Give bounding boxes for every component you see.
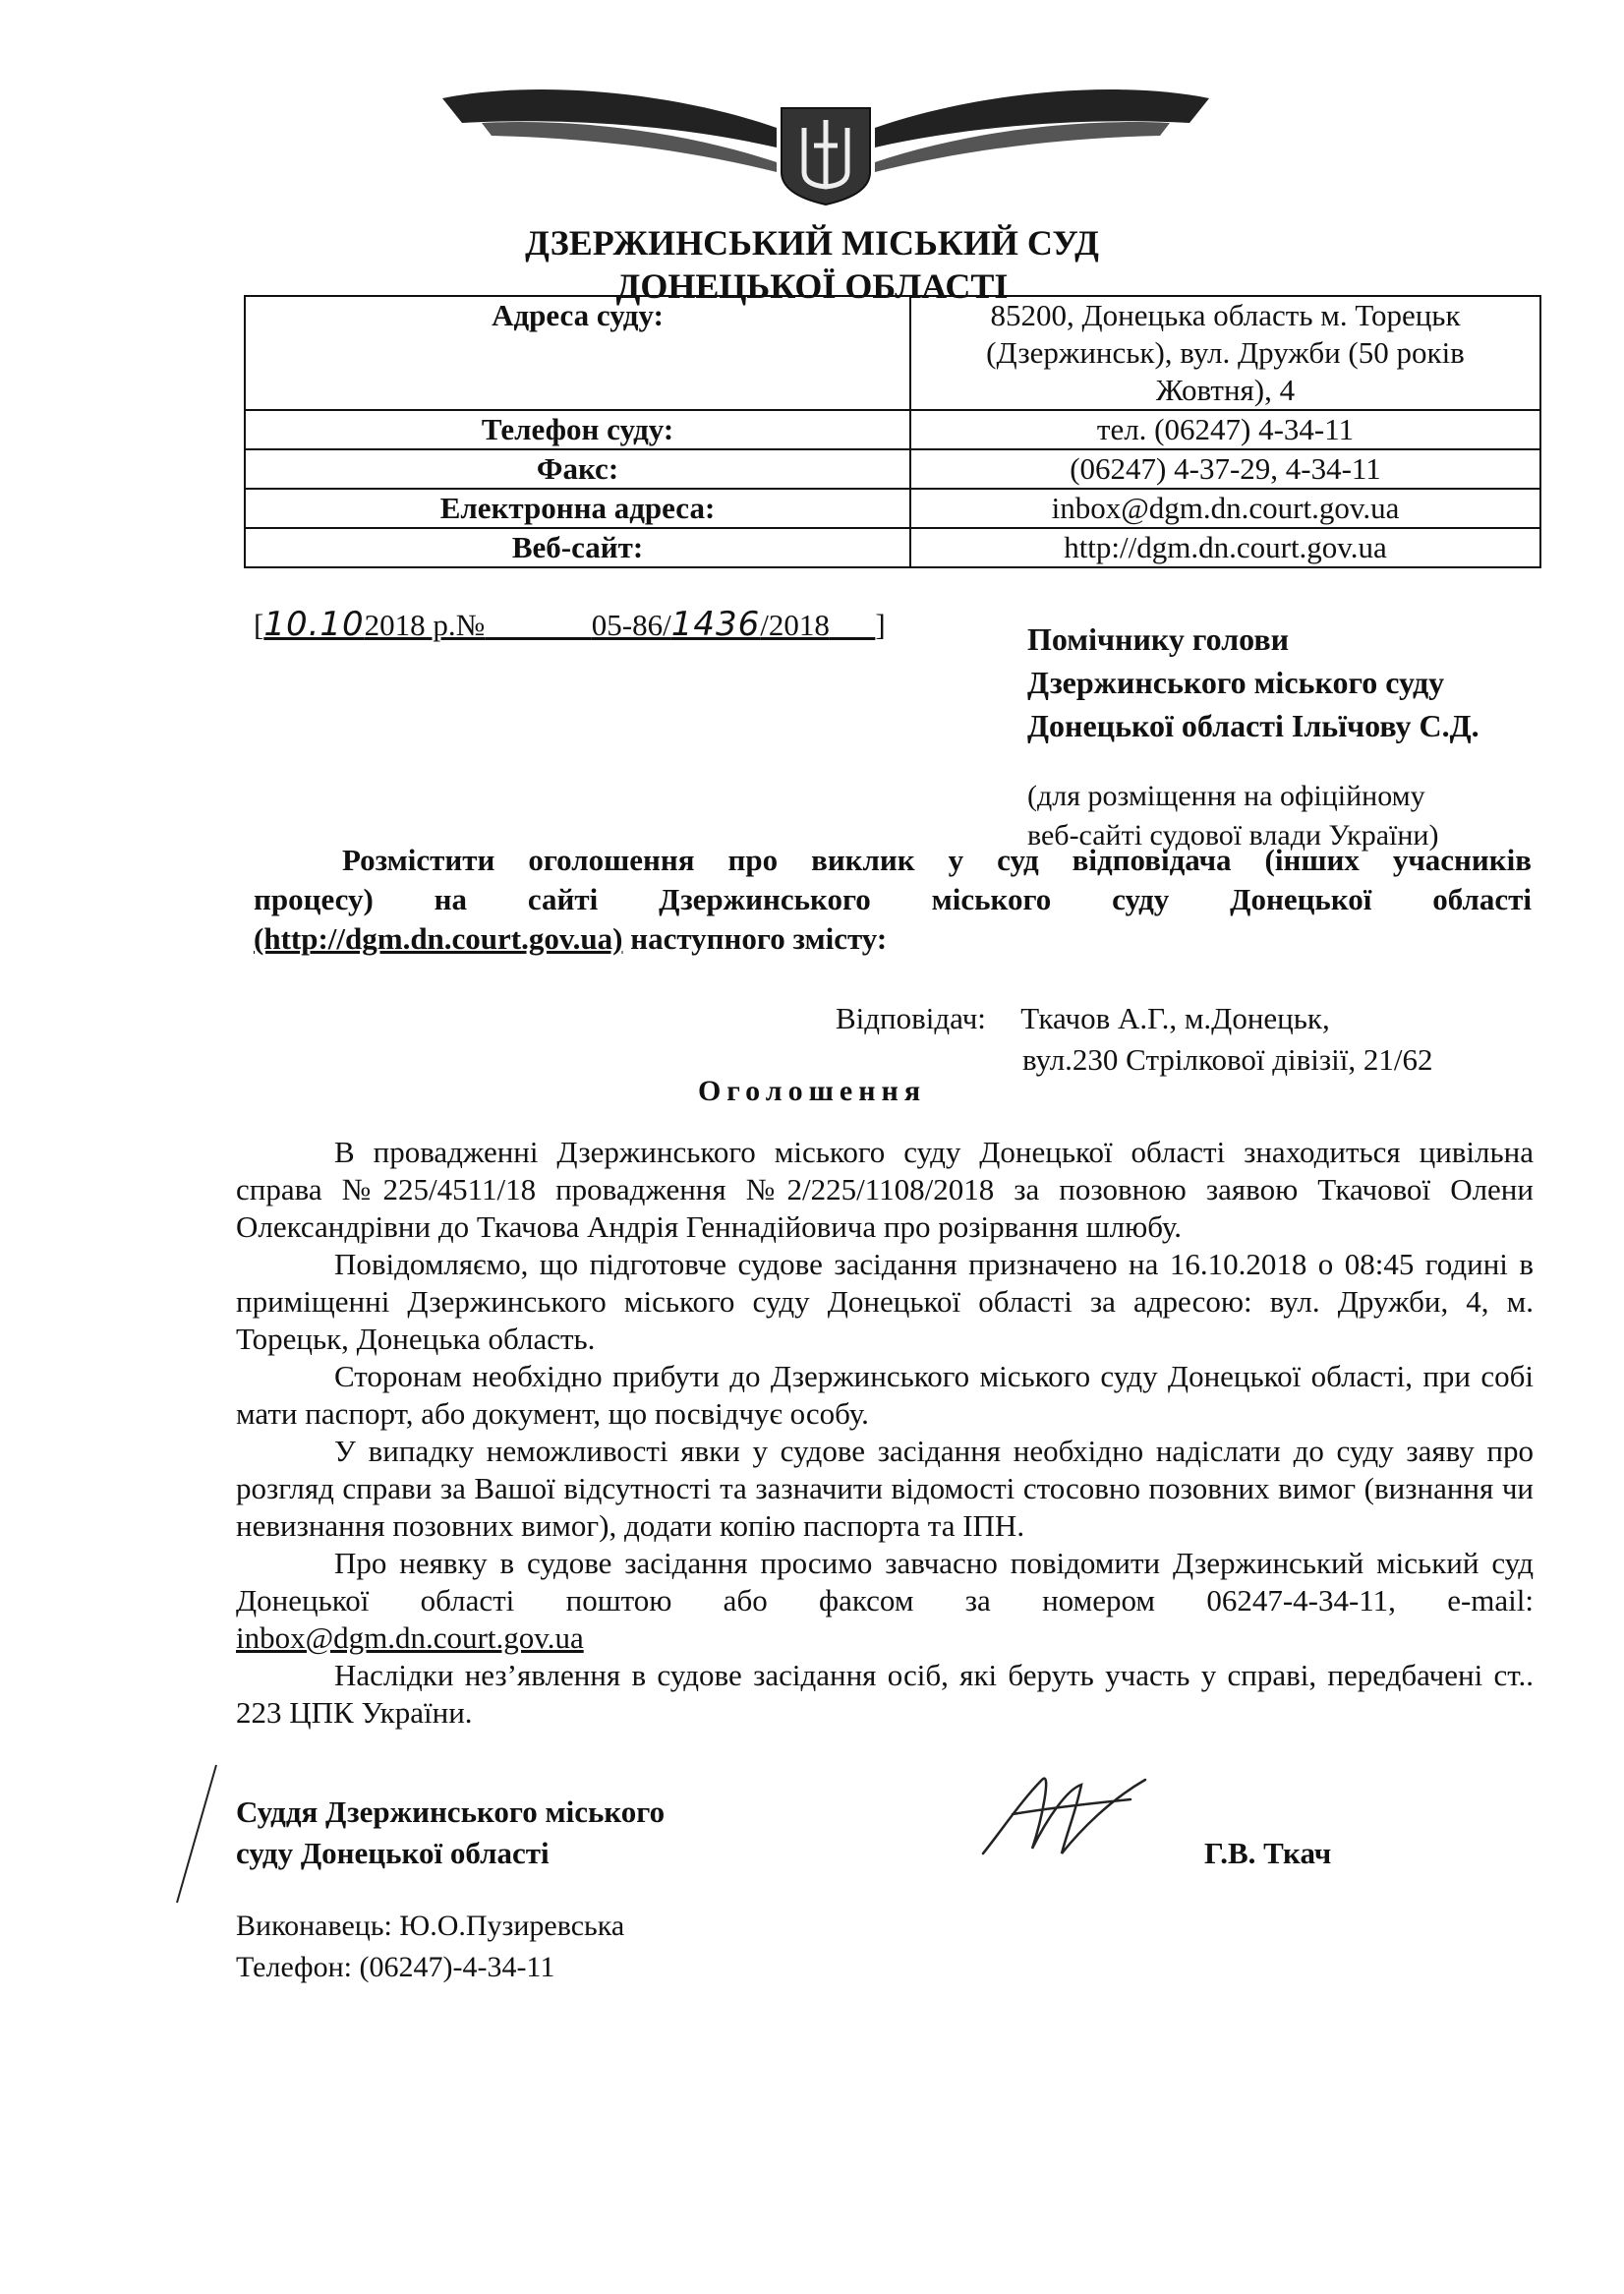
executor-line: Виконавець: Ю.О.Пузиревська [236,1910,625,1942]
address-label: Адреса суду: [245,296,910,410]
email-value: inbox@dgm.dn.court.gov.ua [910,489,1540,528]
placement-line: веб-сайті судової влади України) [1027,819,1439,852]
address-line: (Дзержинськ), вул. Дружби (50 років [986,335,1465,370]
paragraph [236,1134,1534,1246]
email-label: Електронна адреса: [245,489,910,528]
respondent-line: вул.230 Стрілкової дівізії, 21/62 [1022,1042,1433,1077]
email-link[interactable]: inbox@dgm.dn.court.gov.ua [236,1620,584,1655]
court-name-line1: ДЗЕРЖИНСЬКИЙ МІСЬКИЙ СУД [525,223,1099,263]
ref-close-bracket: ] [875,608,886,642]
paragraph-text: В провадженні Дзержинського міського суду Донецької області знаходиться цивільна справа №225/4511/18 провадження №2/225/1108/2018 за позовною заявою Ткачової Олени Олександрівни до Ткачова Андрія Геннадійовича про розірвання шлюбу. [236,1135,1534,1244]
instruction-line [254,919,1532,959]
judge-title-line: суду Донецької області [236,1836,550,1870]
address-line: 85200, Донецька область м. Торецьк [990,298,1461,332]
ukraine-trident-emblem-icon [423,69,1229,206]
respondent-line: Ткачов А.Г., м.Донецьк, [1020,1001,1330,1035]
addressee-line: Помічнику голови [1027,621,1290,657]
paragraph-text: У випадку неможливості явки у судове засідання необхідно надіслати до суду заяву про розгляд справи за Вашої відсутності та зазначити відомості стосовно позовних вимог (визнання чи невизнання позовних вимог), додати копію паспорта та ІПН. [236,1434,1534,1543]
instruction-line: процесу) на сайті Дзержинського міського суду Донецької області [254,882,1532,916]
instruction-line: Розмістити оголошення про виклик у суд відповідача (інших учасників [342,843,1532,877]
website-label: Веб-сайт: [245,528,910,567]
executor-phone: Телефон: (06247)-4-34-11 [236,1951,555,1983]
addressee [1027,618,1479,747]
paragraph-text: Наслідки нез’явлення в судове засідання осіб, які беруть участь у справі, передбачені ст.. 223 ЦПК України. [236,1658,1534,1730]
phone-value: тел. (06247) 4-34-11 [910,410,1540,449]
table-row [245,449,1540,489]
paragraph [236,1358,1534,1433]
paragraph-text: Повідомляємо, що підготовче судове засідання призначено на 16.10.2018 о 08:45 годині в приміщенні Дзержинського міського суду Донецької області за адресою: вул. Дружби, 4, м. Торецьк, Донецька область. [236,1247,1534,1356]
court-website-link[interactable]: (http://dgm.dn.court.gov.ua) [254,921,623,956]
respondent-label: Відповідач: [836,1001,986,1035]
fax-label: Факс: [245,449,910,489]
paragraph [236,1657,1534,1732]
ref-date-handwritten: 10.10 [263,605,365,644]
phone-label: Телефон суду: [245,410,910,449]
ref-number-prefix: 05-86/ [591,608,671,642]
table-row [245,410,1540,449]
ref-date-printed: 2018 р.№ [364,608,486,642]
judge-name: Г.В. Ткач [1204,1836,1332,1870]
executor-block [236,1906,624,1988]
judge-title [236,1792,665,1874]
reference-line [254,605,886,644]
address-line: Жовтня), 4 [1155,373,1296,407]
margin-stroke-icon [157,1760,236,1908]
table-row [245,489,1540,528]
addressee-line: Дзержинського міського суду [1027,665,1445,700]
ref-number-suffix: /2018 [760,608,830,642]
placement-line: (для розміщення на офіційному [1027,780,1425,812]
respondent [836,998,1432,1081]
ref-open-bracket: [ [254,608,264,642]
announcement-title: Оголошення [697,1075,927,1107]
table-row [245,528,1540,567]
addressee-line: Донецької області Ільїчову С.Д. [1027,708,1479,743]
court-info-table [244,295,1541,568]
instruction [254,841,1532,959]
website-value: http://dgm.dn.court.gov.ua [910,528,1540,567]
address-value [910,296,1540,410]
paragraph-text: Сторонам необхідно прибути до Дзержинського міського суду Донецької області, при собі мати паспорт, або документ, що посвідчує особу. [236,1359,1534,1431]
table-row [245,296,1540,410]
ref-number-handwritten: 1436 [670,605,761,644]
paragraph [236,1433,1534,1545]
judge-title-line: Суддя Дзержинського міського [236,1794,666,1829]
handwritten-signature-icon [973,1760,1160,1868]
fax-value: (06247) 4-37-29, 4-34-11 [910,449,1540,489]
paragraph [236,1246,1534,1358]
paragraph [236,1545,1534,1657]
paragraph-text: Про неявку в судове засідання просимо завчасно повідомити Дзержинський міський суд Донецької області поштою або факсом за номером 06247-4-34-11, e-mail: [236,1546,1534,1618]
court-name-line2: ДОНЕЦЬКОЇ ОБЛАСТІ [615,266,1009,306]
instruction-tail: наступного змісту: [622,921,888,956]
